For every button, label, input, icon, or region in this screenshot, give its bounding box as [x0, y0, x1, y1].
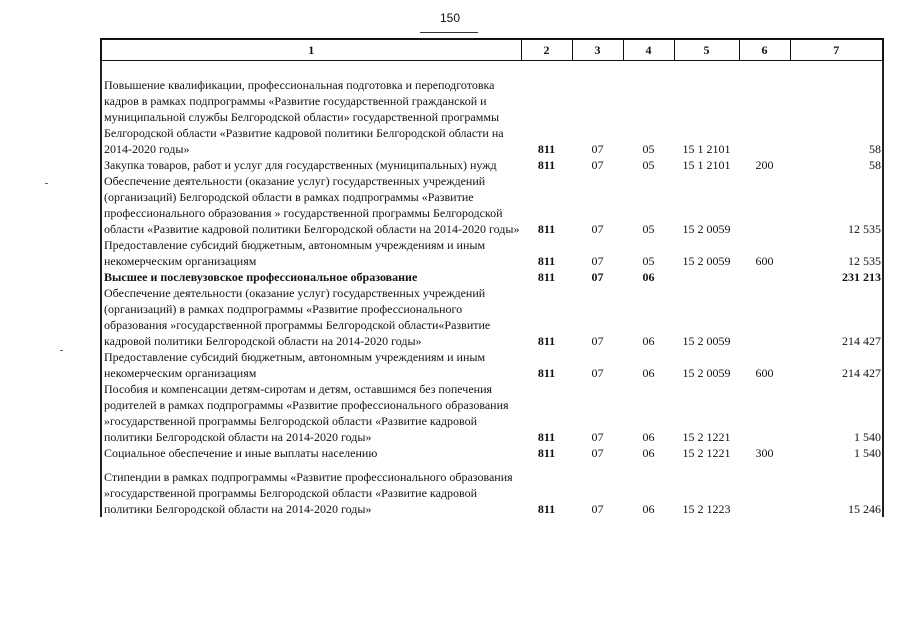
- row-target-code: [674, 269, 739, 285]
- row-amount: 1 540: [790, 445, 883, 461]
- header-col-4: 4: [623, 39, 674, 61]
- row-target-code: 15 1 2101: [682, 142, 731, 156]
- table-row: [101, 381, 883, 445]
- table-row: [101, 269, 883, 285]
- row-description: Предоставление субсидий бюджетным, автономным учреждениям и иным некомерческим организациям: [101, 349, 521, 381]
- table-row: [101, 285, 883, 349]
- row-expense-type-code: [739, 381, 790, 445]
- row-target-code: 15 2 1221: [682, 430, 731, 444]
- row-chapter-code: 811: [537, 254, 556, 268]
- row-subsection-code: 05: [642, 158, 655, 172]
- row-subsection-code: 06: [642, 270, 655, 284]
- table-row: [101, 349, 883, 381]
- header-col-6: 6: [739, 39, 790, 61]
- row-target-code: 15 2 0059: [682, 254, 731, 268]
- row-section-code: 07: [591, 334, 604, 348]
- row-expense-type-code: [739, 61, 790, 158]
- row-section-code: 07: [591, 270, 604, 284]
- row-chapter-code: 811: [537, 430, 556, 444]
- table-row: [101, 61, 883, 158]
- scan-speck: [45, 183, 48, 184]
- row-target-code: 15 2 1223: [682, 502, 731, 516]
- page-number: 150: [439, 11, 461, 25]
- table-row: [101, 237, 883, 269]
- header-col-7: 7: [790, 39, 883, 61]
- row-target-code: 15 1 2101: [682, 158, 731, 172]
- row-description: Закупка товаров, работ и услуг для государственных (муниципальных) нужд: [101, 157, 521, 173]
- header-col-1: 1: [101, 39, 521, 61]
- row-amount: 12 535: [790, 237, 883, 269]
- budget-table: [100, 38, 884, 517]
- row-amount: 58: [790, 61, 883, 158]
- row-description: Пособия и компенсации детям-сиротам и детям, оставшимся без попечения родителей в рамках подпрограммы «Развитие профессионального образования »государственной программы Белгородской области «Развитие кадровой политики Белгородской области на 2014-2020 годы»: [101, 381, 521, 445]
- table-row: [101, 173, 883, 237]
- row-subsection-code: 06: [642, 430, 655, 444]
- row-chapter-code: 811: [537, 502, 556, 516]
- row-chapter-code: 811: [537, 334, 556, 348]
- row-subsection-code: 05: [642, 254, 655, 268]
- table-row: [101, 445, 883, 461]
- row-description: Предоставление субсидий бюджетным, автономным учреждениям и иным некомерческим организациям: [101, 237, 521, 269]
- header-row: [101, 39, 883, 61]
- table-row: [101, 461, 883, 517]
- row-expense-type-code: 600: [755, 254, 774, 268]
- row-section-code: 07: [591, 222, 604, 236]
- table-row: [101, 157, 883, 173]
- row-chapter-code: 811: [537, 270, 556, 284]
- row-section-code: 07: [591, 142, 604, 156]
- row-target-code: 15 2 0059: [682, 366, 731, 380]
- row-subsection-code: 06: [642, 366, 655, 380]
- row-amount: 58: [790, 157, 883, 173]
- row-amount: 15 246: [790, 461, 883, 517]
- row-expense-type-code: 200: [755, 158, 774, 172]
- row-description: Стипендии в рамках подпрограммы «Развитие профессионального образования »государственной программы Белгородской области «Развитие кадровой политики Белгородской области на 2014-2020 годы»: [101, 461, 521, 517]
- row-amount: 214 427: [790, 285, 883, 349]
- row-chapter-code: 811: [537, 158, 556, 172]
- row-chapter-code: 811: [537, 222, 556, 236]
- row-description: Высшее и послевузовское профессиональное образование: [101, 269, 521, 285]
- row-amount: 214 427: [790, 349, 883, 381]
- row-section-code: 07: [591, 158, 604, 172]
- row-amount: 231 213: [790, 269, 883, 285]
- row-chapter-code: 811: [537, 142, 556, 156]
- row-expense-type-code: [739, 269, 790, 285]
- row-chapter-code: 811: [537, 366, 556, 380]
- page-number-rule: [420, 32, 478, 33]
- row-section-code: 07: [591, 446, 604, 460]
- row-description: Обеспечение деятельности (оказание услуг) государственных учреждений (организаций) в рамках подпрограммы «Развитие профессионального образования »государственной программы Белгородской области«Развитие кадровой политики Белгородской области на 2014-2020 годы»: [101, 285, 521, 349]
- row-amount: 1 540: [790, 381, 883, 445]
- row-subsection-code: 06: [642, 334, 655, 348]
- row-target-code: 15 2 1221: [682, 446, 731, 460]
- row-chapter-code: 811: [537, 446, 556, 460]
- row-subsection-code: 06: [642, 502, 655, 516]
- row-description: Социальное обеспечение и иные выплаты населению: [101, 445, 521, 461]
- row-expense-type-code: [739, 285, 790, 349]
- row-section-code: 07: [591, 254, 604, 268]
- row-expense-type-code: 300: [755, 446, 774, 460]
- row-expense-type-code: [739, 173, 790, 237]
- header-col-2: 2: [521, 39, 572, 61]
- row-target-code: 15 2 0059: [682, 222, 731, 236]
- scan-speck: [60, 350, 63, 351]
- row-expense-type-code: 600: [755, 366, 774, 380]
- row-section-code: 07: [591, 502, 604, 516]
- header-col-3: 3: [572, 39, 623, 61]
- row-subsection-code: 05: [642, 222, 655, 236]
- row-description: Повышение квалификации, профессиональная подготовка и переподготовка кадров в рамках подпрограммы «Развитие государственной гражданской и муниципальной службы Белгородской области» государственной программы Белгородской области «Развитие кадровой политики Белгородской области на 2014-2020 годы»: [101, 61, 521, 158]
- row-subsection-code: 05: [642, 142, 655, 156]
- row-section-code: 07: [591, 430, 604, 444]
- row-subsection-code: 06: [642, 446, 655, 460]
- row-description: Обеспечение деятельности (оказание услуг) государственных учреждений (организаций) Белгородской области в рамках подпрограммы «Развитие профессионального образования » государственной программы Белгородской области «Развитие кадровой политики Белгородской области на 2014-2020 годы»: [101, 173, 521, 237]
- row-target-code: 15 2 0059: [682, 334, 731, 348]
- header-col-5: 5: [674, 39, 739, 61]
- row-amount: 12 535: [790, 173, 883, 237]
- row-section-code: 07: [591, 366, 604, 380]
- row-expense-type-code: [739, 461, 790, 517]
